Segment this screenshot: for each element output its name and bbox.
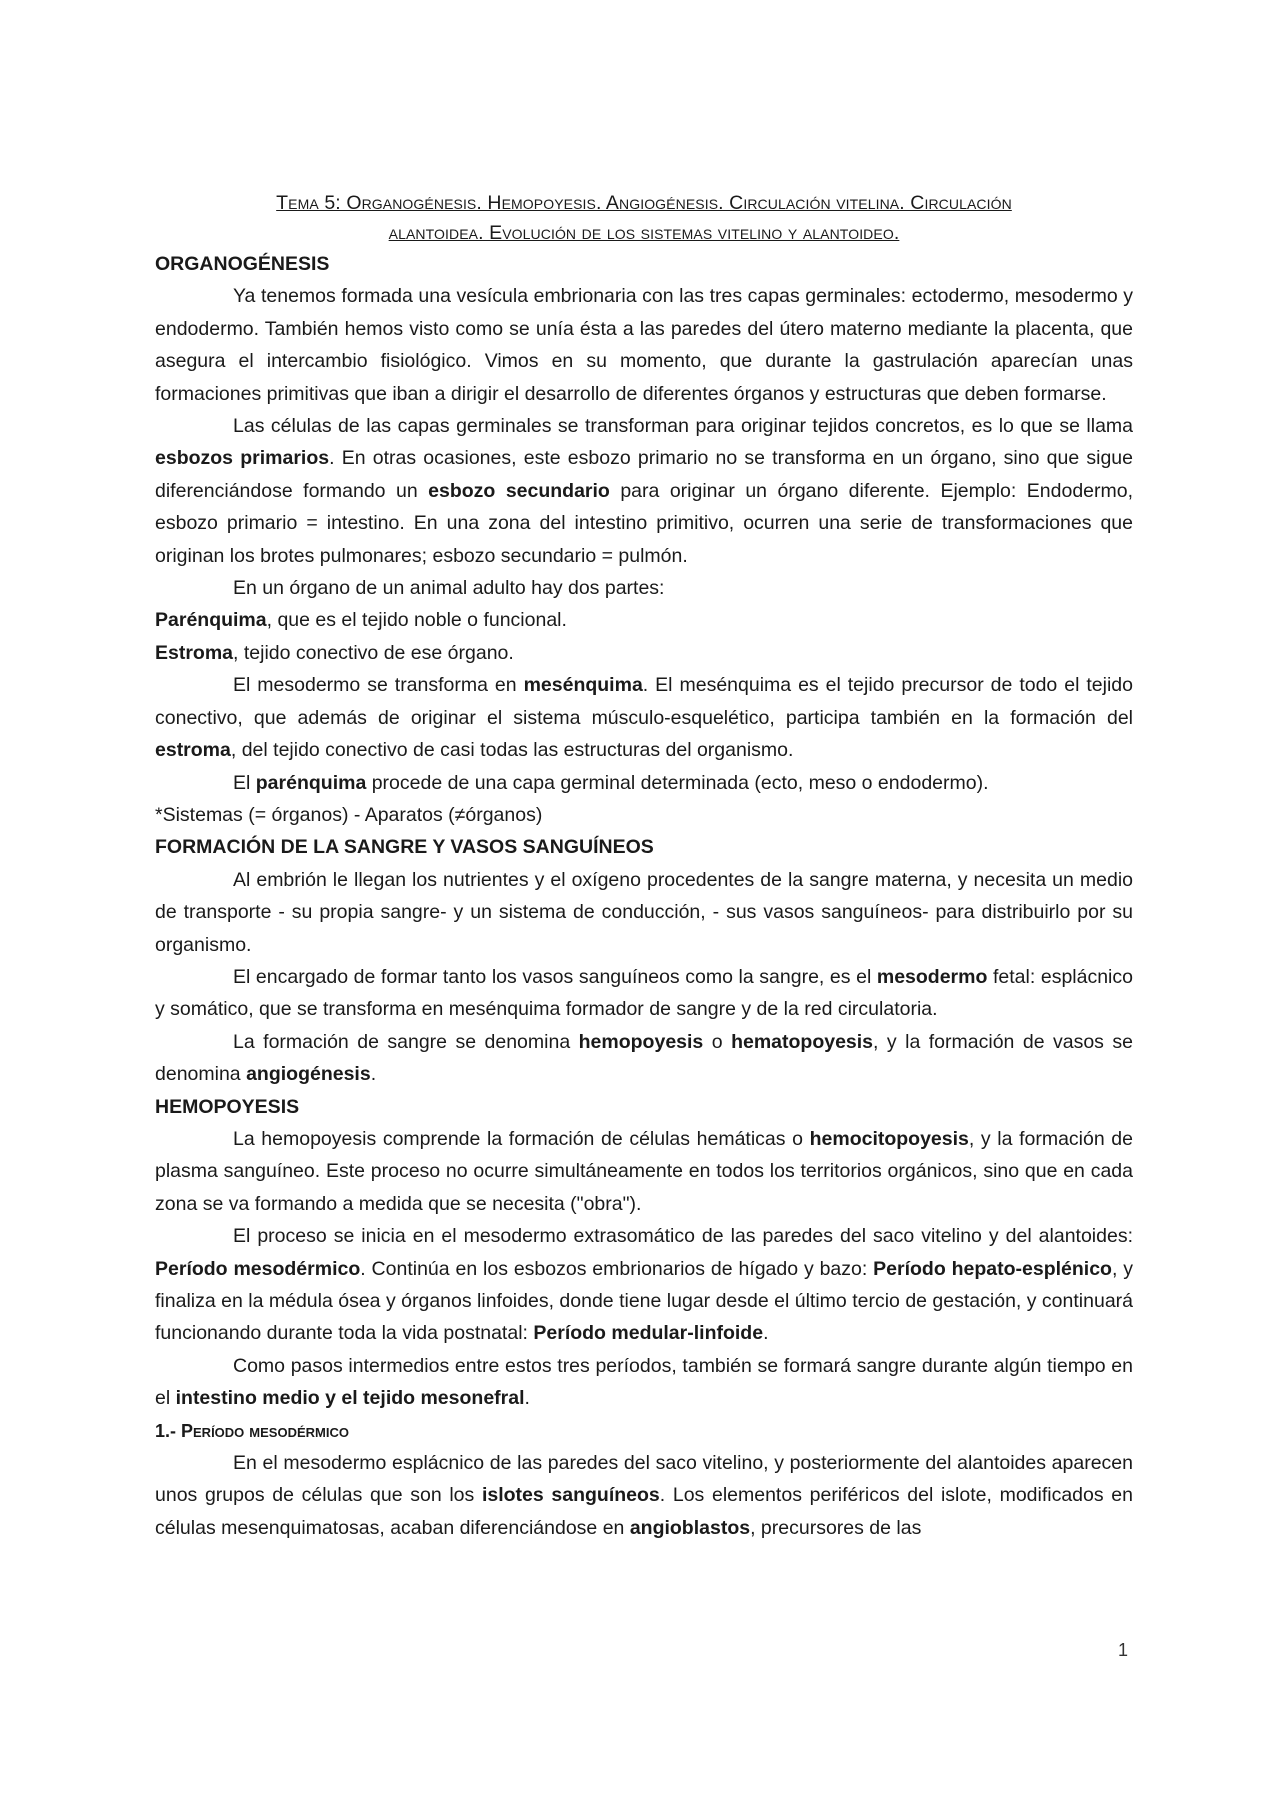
heading-organogenesis: ORGANOGÉNESIS <box>155 253 330 275</box>
paragraph: El encargado de formar tanto los vasos sanguíneos como la sangre, es el mesodermo fetal: esplácnico y somático, que se transforma en mesénquima formador de sangre y de la red circulatoria. <box>155 965 1133 1021</box>
definition-estroma: Estroma, tejido conectivo de ese órgano. <box>155 641 514 664</box>
document-title <box>155 188 1133 248</box>
title-line-1: Tema 5: Organogénesis. Hemopoyesis. Angiogénesis. Circulación vitelina. Circulación <box>276 192 1012 214</box>
paragraph: El proceso se inicia en el mesodermo extrasomático de las paredes del saco vitelino y del alantoides: Período mesodérmico. Continúa en los esbozos embrionarios de hígado y bazo: Período hepato-esplénico, y finaliza en la médula ósea y órganos linfoides, donde tiene lugar desde el último tercio de gestación, y continuará funcionando durante toda la vida postnatal: Período medular-linfoide. <box>155 1225 1134 1345</box>
heading-periodo-mesodermico: 1.- Período mesodérmico <box>155 1420 349 1441</box>
paragraph: Como pasos intermedios entre estos tres períodos, también se formará sangre durante algún tiempo en el intestino medio y el tejido mesonefral. <box>155 1354 1133 1410</box>
paragraph: Las células de las capas germinales se transforman para originar tejidos concretos, es lo que se llama esbozos primarios. En otras ocasiones, este esbozo primario no se transforma en un órgano, sino que sigue diferenciándose formando un esbozo secundario para originar un órgano diferente. Ejemplo: Endodermo, esbozo primario = intestino. En una zona del intestino primitivo, ocurren una serie de transformaciones que originan los brotes pulmonares; esbozo secundario = pulmón. <box>155 415 1134 567</box>
paragraph: En el mesodermo esplácnico de las paredes del saco vitelino, y posteriormente del alantoides aparecen unos grupos de células que son los islotes sanguíneos. Los elementos periféricos del islote, modificados en células mesenquimatosas, acaban diferenciándose en angioblastos, precursores de las <box>155 1452 1133 1539</box>
document-body <box>155 188 1133 1544</box>
paragraph: La formación de sangre se denomina hemopoyesis o hematopoyesis, y la formación de vasos se denomina angiogénesis. <box>155 1030 1133 1086</box>
title-line-2: alantoidea. Evolución de los sistemas vitelino y alantoideo. <box>388 222 900 244</box>
paragraph: Ya tenemos formada una vesícula embrionaria con las tres capas germinales: ectodermo, mesodermo y endodermo. También hemos visto como se unía ésta a las paredes del útero materno mediante la placenta, que asegura el intercambio fisiológico. Vimos en su momento, que durante la gastrulación aparecían unas formaciones primitivas que iban a dirigir el desarrollo de diferentes órganos y estructuras que deben formarse. <box>155 285 1133 405</box>
paragraph: En un órgano de un animal adulto hay dos partes: <box>233 577 665 600</box>
note-sistemas: *Sistemas (= órganos) - Aparatos (≠órganos) <box>155 803 543 826</box>
heading-formacion-sangre: FORMACIÓN DE LA SANGRE Y VASOS SANGUÍNEOS <box>155 836 654 859</box>
paragraph: Al embrión le llegan los nutrientes y el oxígeno procedentes de la sangre materna, y necesita un medio de transporte - su propia sangre- y un sistema de conducción, - sus vasos sanguíneos- para distribuirlo por su organismo. <box>155 868 1133 956</box>
paragraph: El mesodermo se transforma en mesénquima. El mesénquima es el tejido precursor de todo el tejido conectivo, que además de originar el sistema músculo-esquelético, participa también en la formación del estroma, del tejido conectivo de casi todas las estructuras del organismo. <box>155 674 1133 762</box>
paragraph: La hemopoyesis comprende la formación de células hemáticas o hemocitopoyesis, y la formación de plasma sanguíneo. Este proceso no ocurre simultáneamente en todos los territorios orgánicos, sino que en cada zona se va formando a medida que se necesita ("obra"). <box>155 1127 1134 1215</box>
page-number: 1 <box>1118 1640 1129 1660</box>
paragraph: El parénquima procede de una capa germinal determinada (ecto, meso o endodermo). <box>233 771 989 794</box>
definition-parenquima: Parénquima, que es el tejido noble o funcional. <box>155 609 567 632</box>
heading-hemopoyesis: HEMOPOYESIS <box>155 1095 300 1118</box>
